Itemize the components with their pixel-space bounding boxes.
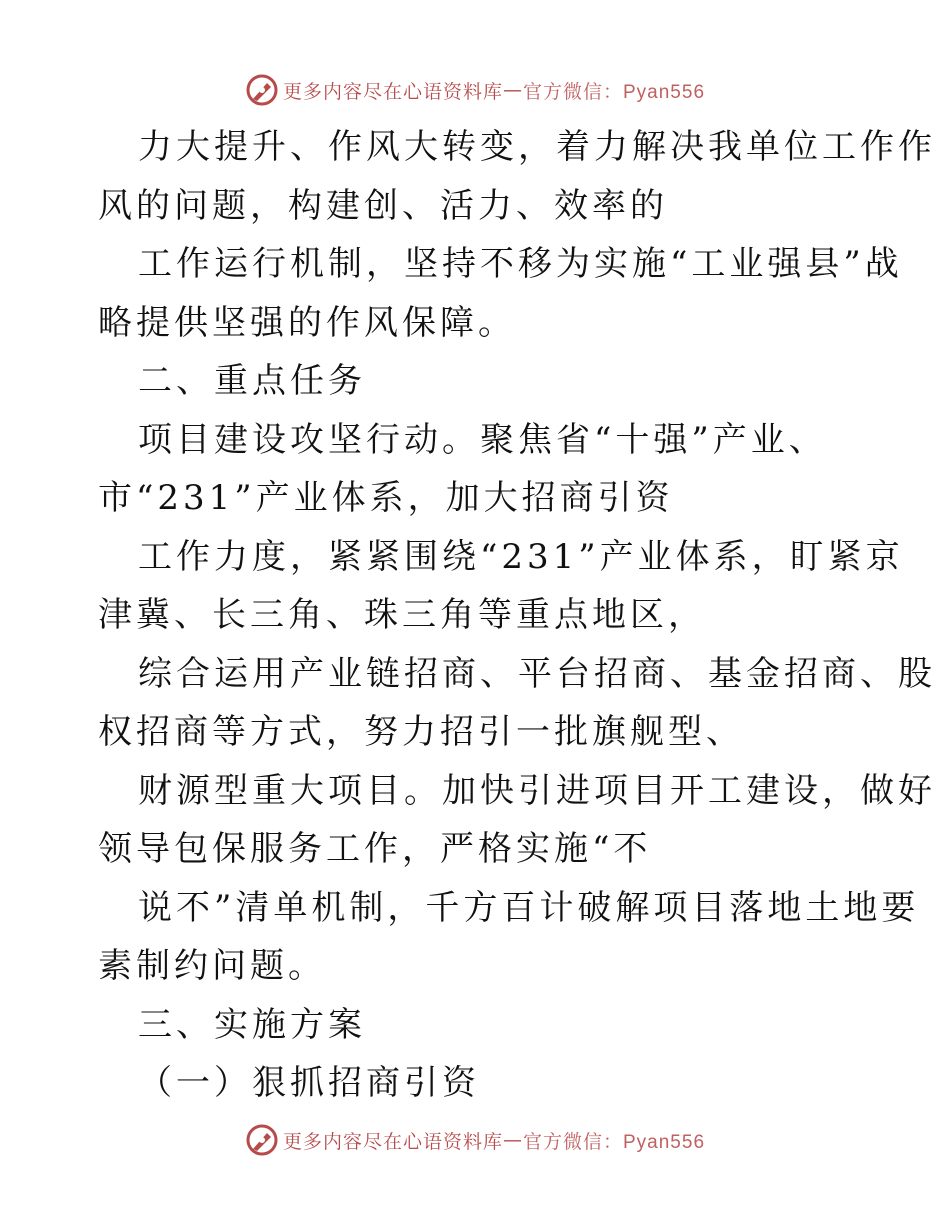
paragraph-line: 力大提升、作风大转变，着力解决我单位工作作: [138, 127, 936, 167]
paragraph-line: 工作运行机制，坚持不移为实施“工业强县”战: [138, 244, 903, 284]
footer-watermark: [0, 1120, 950, 1160]
paragraph-line: 风的问题，构建创、活力、效率的: [98, 185, 668, 226]
paragraph-line: 说不”清单机制，千方百计破解项目落地土地要: [138, 887, 920, 928]
watermark-text: 更多内容尽在心语资料库: [282, 80, 503, 103]
paragraph-line: 财源型重大项目。加快引进项目开工建设，做好: [138, 770, 936, 811]
watermark-separator: —: [503, 79, 523, 101]
paragraph-line: 素制约问题。: [98, 946, 326, 986]
paragraph-line: 略提供坚强的作风保障。: [98, 302, 516, 343]
header-watermark: [0, 70, 950, 110]
watermark-contact: 官方微信：Pyan556: [523, 1131, 706, 1153]
document-body: [98, 118, 936, 1113]
paragraph: [98, 528, 904, 645]
paragraph: [98, 645, 936, 762]
subsection-heading-investment: （一）狠抓招商引资: [138, 1063, 480, 1103]
watermark-separator: —: [503, 1129, 523, 1151]
paragraph: [98, 762, 936, 879]
paragraph-line: 领导包保服务工作，严格实施“不: [98, 829, 652, 869]
paragraph: [98, 411, 858, 528]
paragraph: [98, 879, 920, 996]
paragraph-line: 市“231”产业体系，加大招商引资: [98, 478, 674, 518]
paragraph-line: 权招商等方式，努力招引一批旗舰型、: [98, 712, 744, 752]
paragraph-line: 综合运用产业链招商、平台招商、基金招商、股: [138, 653, 936, 694]
watermark-contact: 官方微信：Pyan556: [523, 81, 706, 103]
section-heading-implementation: 三、实施方案: [138, 1004, 366, 1045]
pen-logo-icon: [245, 1123, 279, 1157]
paragraph: [98, 118, 936, 235]
paragraph-line: 津冀、长三角、珠三角等重点地区，: [98, 595, 706, 635]
paragraph: [98, 235, 903, 352]
section-heading-key-tasks: 二、重点任务: [138, 361, 366, 401]
paragraph-line: 项目建设攻坚行动。聚焦省“十强”产业、: [138, 419, 827, 460]
paragraph-line: 工作力度，紧紧围绕“231”产业体系，盯紧京: [138, 536, 904, 577]
pen-logo-icon: [245, 73, 279, 107]
watermark-text: 更多内容尽在心语资料库: [282, 1130, 503, 1153]
